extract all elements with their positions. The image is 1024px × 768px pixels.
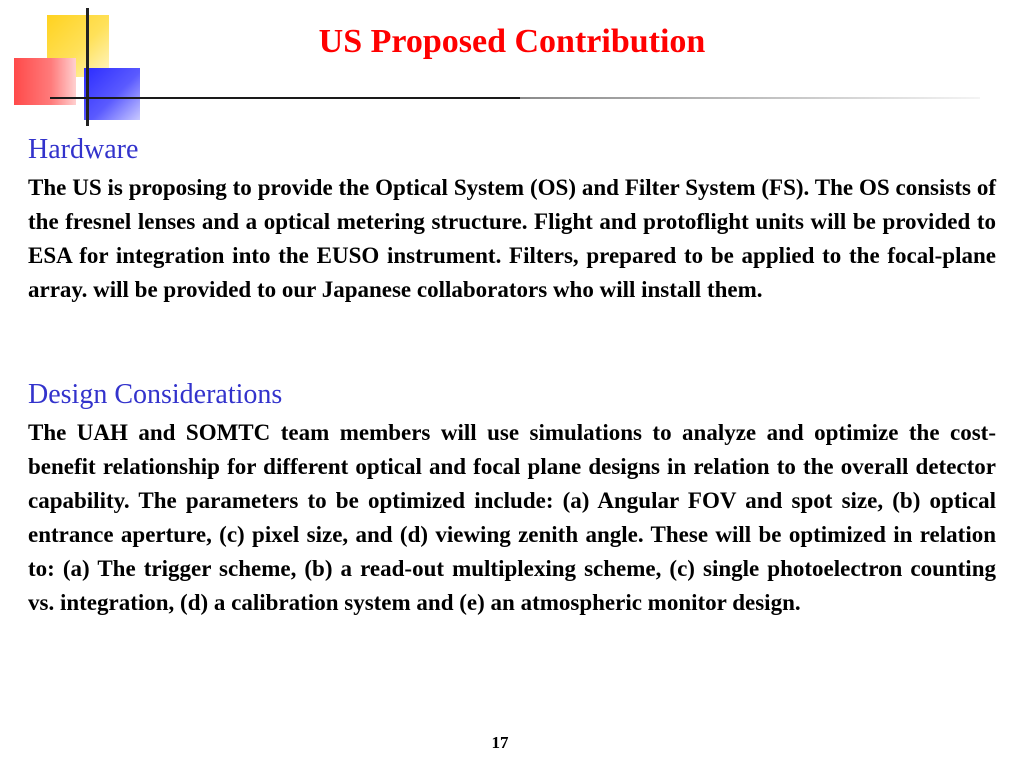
- logo-blue-square: [84, 68, 140, 120]
- title-underline: [50, 97, 520, 99]
- hardware-paragraph: The US is proposing to provide the Optical System (OS) and Filter System (FS). The OS consists of the fresnel lenses and a optical metering structure. Flight and protoflight units will be provided to ESA for integration into the EUSO instrument. Filters, prepared to be applied to the focal-plane array. will be provided to our Japanese collaborators who will install them.: [28, 175, 996, 302]
- page-number: 17: [491, 733, 509, 752]
- design-considerations-heading: Design Considerations: [28, 379, 283, 410]
- slide-title: US Proposed Contribution: [318, 23, 706, 60]
- design-considerations-paragraph: The UAH and SOMTC team members will use simulations to analyze and optimize the cost-benefit relationship for different optical and focal plane designs in relation to the overall detector capability. The parameters to be optimized include: (a) Angular FOV and spot size, (b) optical entrance aperture, (c) pixel size, and (d) viewing zenith angle. These will be optimized in relation to: (a) The trigger scheme, (b) a read-out multiplexing scheme, (c) single photoelectron counting vs. integration, (d) a calibration system and (e) an atmospheric monitor design.: [28, 420, 996, 615]
- hardware-heading: Hardware: [28, 134, 139, 165]
- title-underline-fade: [520, 97, 980, 99]
